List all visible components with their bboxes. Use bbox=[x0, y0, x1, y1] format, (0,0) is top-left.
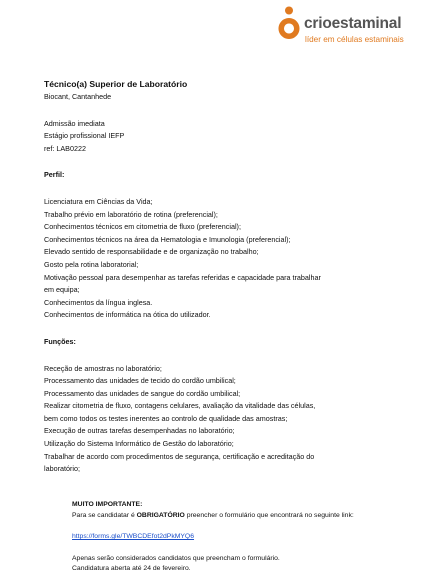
crioestaminal-logo-icon bbox=[276, 5, 302, 41]
list-item: Receção de amostras no laboratório; bbox=[44, 363, 162, 373]
job-detail: Admissão imediata bbox=[44, 118, 105, 128]
list-item: Licenciatura em Ciências da Vida; bbox=[44, 196, 153, 206]
perfil-heading: Perfil: bbox=[44, 170, 65, 180]
job-location: Biocant, Cantanhede bbox=[44, 92, 112, 101]
list-item: Utilização do Sistema Informático de Gestão do laboratório; bbox=[44, 439, 234, 449]
list-item: Conhecimentos técnicos em citometria de fluxo (preferencial); bbox=[44, 222, 241, 232]
note-heading: MUITO IMPORTANTE: bbox=[72, 501, 143, 508]
list-item: Realizar citometria de fluxo, contagens celulares, avaliação da vitalidade das células, bbox=[44, 401, 316, 411]
note-footer: Apenas serão considerados candidatos que preencham o formulário. bbox=[72, 554, 280, 562]
job-reference: ref: LAB0222 bbox=[44, 143, 86, 153]
note-instructions: Para se candidatar é OBRIGATÓRIO preencher o formulário que encontrará no seguinte link: bbox=[72, 511, 354, 519]
list-item: Execução de outras tarefas desempenhadas no laboratório; bbox=[44, 426, 235, 436]
mandatory-label: OBRIGATÓRIO bbox=[136, 511, 185, 519]
logo-name: crioestaminal bbox=[304, 15, 402, 32]
list-item: Trabalhar de acordo com procedimentos de segurança, certificação e acreditação do bbox=[44, 451, 315, 461]
list-item: laboratório; bbox=[44, 464, 80, 474]
list-item: Conhecimentos de informática na ótica do utilizador. bbox=[44, 310, 211, 320]
list-item: Motivação pessoal para desempenhar as tarefas referidas e capacidade para trabalhar bbox=[44, 272, 321, 282]
list-item: Processamento das unidades de sangue do cordão umbilical; bbox=[44, 388, 241, 398]
list-item: Trabalho prévio em laboratório de rotina (preferencial); bbox=[44, 209, 218, 219]
job-posting bbox=[44, 78, 404, 476]
funcoes-heading: Funções: bbox=[44, 336, 76, 346]
application-note bbox=[72, 500, 392, 575]
list-item: em equipa; bbox=[44, 285, 80, 295]
list-item: Gosto pela rotina laboratorial; bbox=[44, 259, 139, 269]
funcoes-list bbox=[44, 363, 404, 476]
company-logo bbox=[276, 5, 418, 45]
perfil-list bbox=[44, 196, 404, 322]
note-deadline: Candidatura aberta até 24 de fevereiro. bbox=[72, 565, 191, 573]
application-form-link[interactable]: https://forms.gle/TWBCDEfot2dPkMYQ6 bbox=[72, 533, 195, 541]
logo-tagline: líder em células estaminais bbox=[305, 35, 404, 44]
list-item: Processamento das unidades de tecido do cordão umbilical; bbox=[44, 376, 236, 386]
job-detail: Estágio profissional IEFP bbox=[44, 131, 125, 141]
list-item: Conhecimentos da língua inglesa. bbox=[44, 297, 153, 307]
list-item: Elevado sentido de responsabilidade e de organização no trabalho; bbox=[44, 247, 259, 257]
list-item: Conhecimentos técnicos na área da Hematologia e Imunologia (preferencial); bbox=[44, 234, 291, 244]
job-title: Técnico(a) Superior de Laboratório bbox=[44, 79, 188, 89]
list-item: bem como todos os testes inerentes ao controlo de qualidade das amostras; bbox=[44, 413, 288, 423]
